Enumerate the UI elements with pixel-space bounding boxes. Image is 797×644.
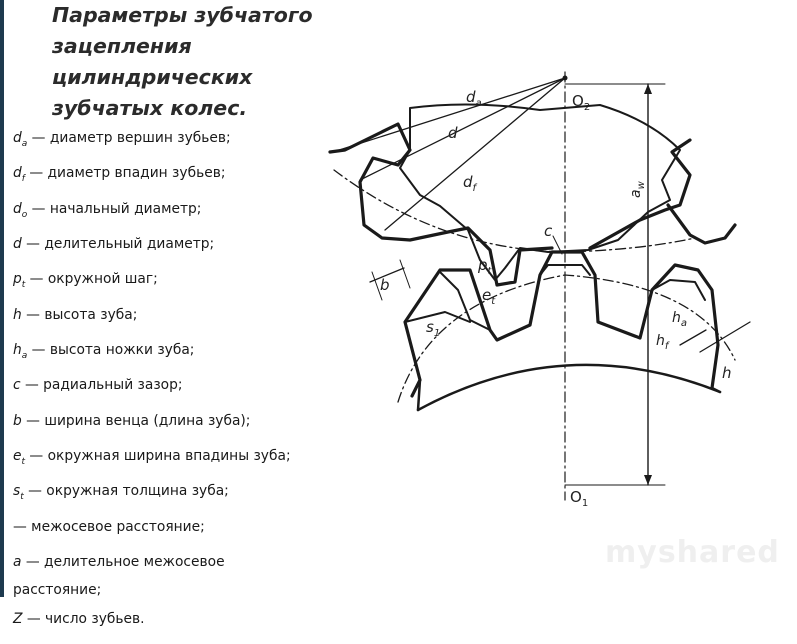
- legend-symbol: $d_a$: [13, 130, 28, 149]
- title-line: зацепления: [52, 34, 192, 58]
- lower-gear-base-arc: [418, 365, 720, 410]
- legend-text: — высота ножки зуба;: [27, 342, 195, 359]
- legend-text: — диаметр впадин зубьев;: [24, 165, 226, 182]
- watermark-logo: myshared: [605, 535, 780, 570]
- legend-symbol: Z: [13, 611, 23, 628]
- label-c: c: [544, 222, 553, 240]
- label-h: h: [722, 364, 732, 382]
- label-df: $d_f$: [463, 173, 477, 194]
- h-dimension-line: [700, 322, 750, 352]
- legend-item: [13, 304, 298, 332]
- label-da: $d_a$: [466, 88, 482, 109]
- legend-symbol: $h_a$: [13, 342, 28, 361]
- legend-text: — межосевое расстояние;: [13, 518, 205, 535]
- label-hf: $h_f$: [656, 333, 669, 352]
- label-st: $s_1$: [426, 318, 441, 339]
- page-title: [52, 0, 352, 124]
- label-d: d: [448, 124, 458, 142]
- label-aw: $a_w$: [628, 181, 647, 198]
- legend-symbol: $d_o$: [13, 200, 28, 220]
- legend-symbol: $d_f$: [13, 165, 25, 185]
- legend-text: — делительный диаметр;: [21, 236, 215, 253]
- legend-text: — делительное межосевое расстояние;: [13, 554, 225, 598]
- title-line: зубчатых колес.: [52, 96, 248, 120]
- legend-item: [13, 551, 298, 601]
- legend-text: — начальный диаметр;: [27, 200, 202, 217]
- legend-item: [13, 608, 298, 636]
- legend-text: — окружная толщина зуба;: [23, 483, 229, 500]
- legend-item: [13, 127, 298, 155]
- legend-item: [13, 516, 298, 544]
- legend-symbol: d: [13, 236, 22, 253]
- hf-dimension-line: [680, 330, 706, 345]
- lower-gear-inner: [405, 265, 705, 330]
- legend-item: [13, 445, 298, 473]
- legend-symbol: $e_t$: [13, 448, 26, 467]
- legend-text: — окружная ширина впадины зуба;: [25, 448, 291, 465]
- label-o1: $O_1$: [570, 488, 589, 509]
- legend-text: — ширина венца (длина зуба);: [21, 412, 251, 429]
- title-line: Параметры зубчатого: [52, 3, 313, 27]
- legend-text: — высота зуба;: [21, 306, 138, 323]
- upper-gear-right-tooth: [668, 205, 735, 243]
- legend-item: [13, 162, 298, 190]
- legend-symbol: c: [13, 377, 21, 394]
- legend-item: [13, 339, 298, 367]
- label-pt: $p_t$: [478, 256, 492, 277]
- legend-symbol: b: [13, 412, 22, 429]
- pitch-circle-lower: [398, 275, 735, 402]
- gear-mesh-diagram: [318, 66, 797, 597]
- legend-item: [13, 198, 298, 226]
- title-line: цилиндрических: [52, 65, 253, 89]
- legend-text: — радиальный зазор;: [20, 377, 183, 394]
- parameter-legend: [13, 127, 298, 644]
- legend-item: [13, 410, 298, 438]
- legend-item: [13, 233, 298, 261]
- slide-edge-bar: [0, 0, 4, 597]
- legend-symbol: $p_t$: [13, 271, 26, 291]
- legend-item: [13, 374, 298, 402]
- legend-text: — диаметр вершин зубьев;: [27, 130, 231, 146]
- legend-symbol: $s_t$: [13, 483, 24, 503]
- legend-symbol: h: [13, 306, 22, 323]
- legend-symbol: a: [13, 554, 22, 571]
- legend-text: — окружной шаг;: [25, 271, 158, 288]
- legend-text: — число зубьев.: [22, 611, 145, 628]
- label-ha: $h_a$: [672, 310, 688, 329]
- legend-item: [13, 268, 298, 296]
- label-b: b: [380, 276, 390, 294]
- label-o2: $O_2$: [572, 92, 591, 113]
- label-et: $e_t$: [482, 286, 496, 307]
- legend-item: [13, 480, 298, 508]
